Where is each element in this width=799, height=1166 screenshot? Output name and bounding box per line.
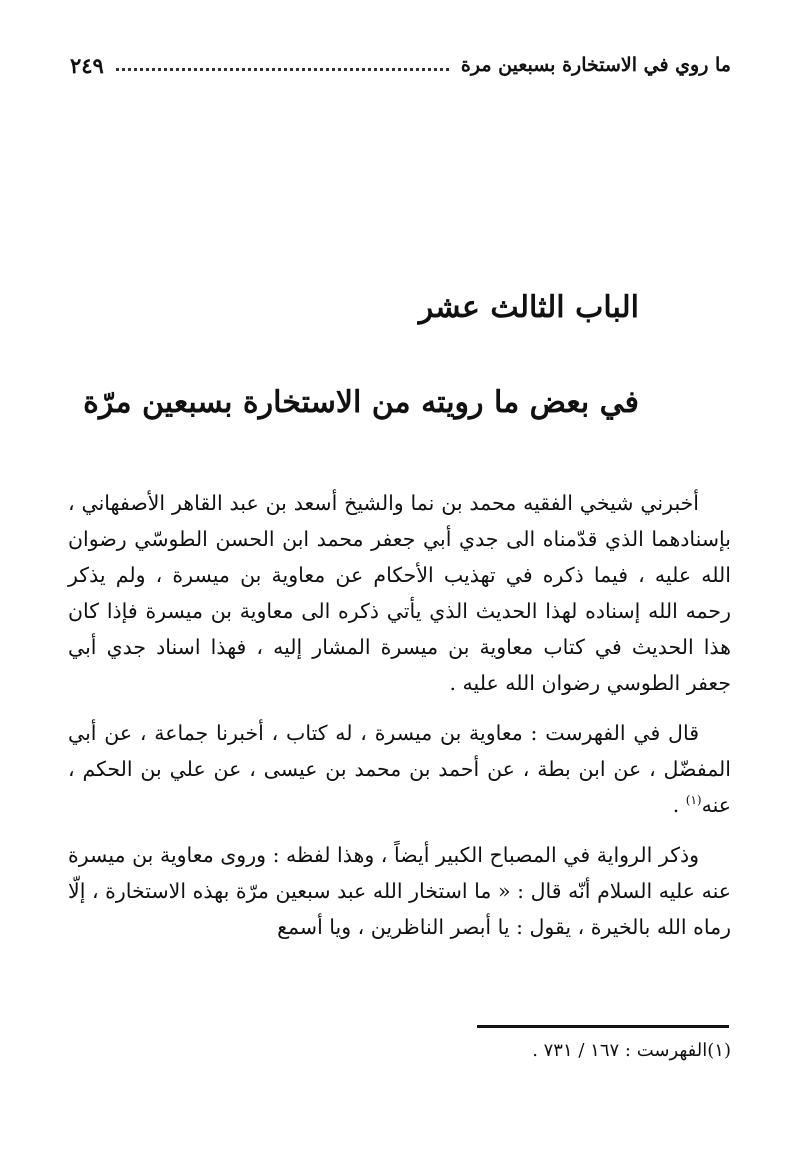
chapter-subtitle: في بعض ما رويته من الاستخارة بسبعين مرّة — [83, 385, 639, 420]
footnote-divider — [477, 1025, 729, 1028]
footnote-ref: (١) — [685, 793, 702, 808]
dotted-leader — [116, 68, 449, 71]
paragraph-3: وذكر الرواية في المصباح الكبير أيضاً ، وهذا لفظه : وروى معاوية بن ميسرة عنه عليه السلام أنّه قال : « ما استخار الله عبد سبعين مرّة بهذه الاستخارة ، إلّا رماه الله بالخيرة ، يقول : يا أبصر الناظرين ، ويا أسمع — [68, 843, 731, 939]
paragraph-2 — [68, 715, 731, 823]
page-header — [70, 48, 731, 82]
paragraph-2-end: . — [672, 793, 686, 817]
running-title: ما روي في الاستخارة بسبعين مرة — [460, 54, 731, 76]
chapter-title: الباب الثالث عشر — [418, 290, 639, 325]
paragraph-2-text: قال في الفهرست : معاوية بن ميسرة ، له كتاب ، أخبرنا جماعة ، عن أبي المفضّل ، عن ابن بطة ، عن أحمد بن محمد بن عيسى ، عن علي بن الحكم ، عنه — [68, 721, 731, 817]
main-text — [68, 485, 731, 959]
footnote: (١)الفهرست : ١٦٧ / ٧٣١ . — [532, 1040, 731, 1061]
paragraph-1: أخبرني شيخي الفقيه محمد بن نما والشيخ أسعد بن عبد القاهر الأصفهاني ، بإسنادهما الذي قدّمناه الى جدي أبي جعفر محمد ابن الحسن الطوسّي رضوان الله عليه ، فيما ذكره في تهذيب الأحكام عن معاوية بن ميسرة ، ولم يذكر رحمه الله إسناده لهذا الحديث الذي يأتي ذكره الى معاوية بن ميسرة فإذا كان هذا الحديث في كتاب معاوية بن ميسرة المشار إليه ، فهذا اسناد جدي أبي جعفر الطوسي رضوان الله عليه . — [68, 491, 731, 695]
page-number: ٢٤٩ — [70, 52, 104, 78]
